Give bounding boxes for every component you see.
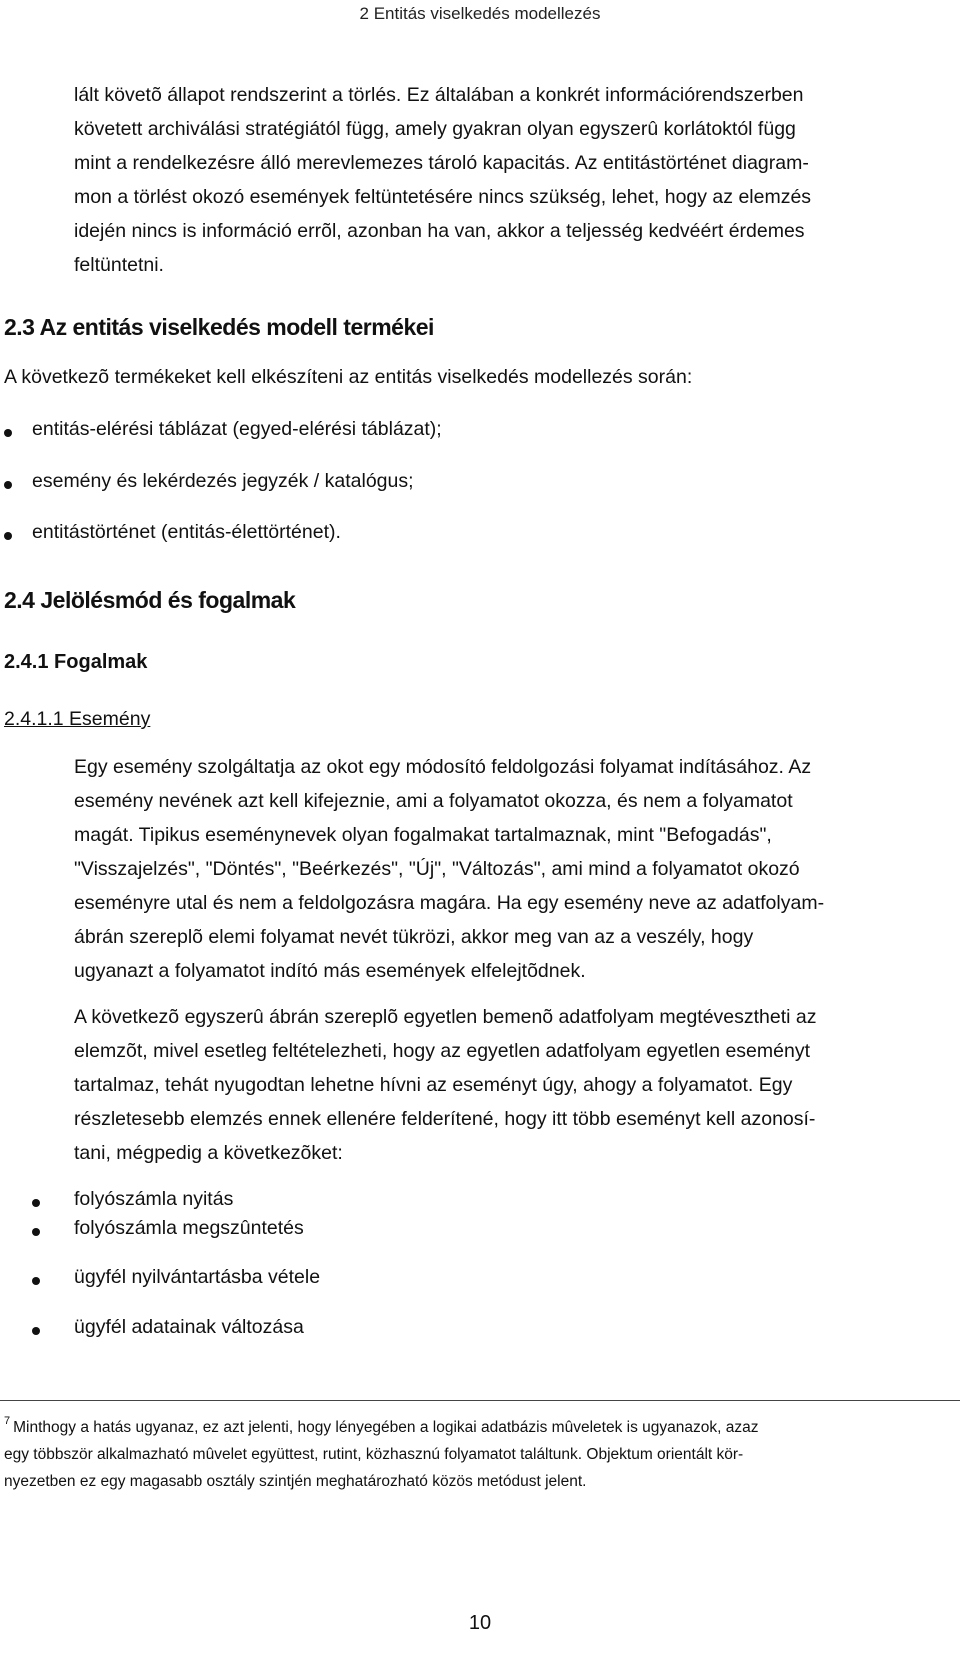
paragraph-line: követett archiválási stratégiától függ, amely gyakran olyan egyszerû korlátoktól függ	[74, 118, 796, 140]
section-intro-text: A következõ termékeket kell elkészíteni az entitás viselkedés modellezés során:	[4, 366, 693, 388]
footnote-divider	[0, 1400, 960, 1401]
subsection-heading: 2.4.1 Fogalmak	[4, 651, 148, 673]
paragraph-line: eseményre utal és nem a feldolgozásra magára. Ha egy esemény neve az adatfolyam-	[74, 892, 825, 914]
list-item-text: entitás-elérési táblázat (egyed-elérési táblázat);	[32, 418, 442, 440]
bullet-icon	[32, 1277, 40, 1285]
paragraph-line: A következõ egyszerû ábrán szereplõ egyetlen bemenõ adatfolyam megtévesztheti az	[74, 1006, 817, 1028]
list-item-text: folyószámla nyitás	[74, 1188, 234, 1210]
page-number: 10	[468, 1612, 492, 1634]
bullet-icon	[4, 481, 12, 489]
paragraph-line: tartalmaz, tehát nyugodtan lehetne hívni az eseményt úgy, ahogy a folyamatot. Egy	[74, 1074, 793, 1096]
list-item-text: entitástörténet (entitás-élettörténet).	[32, 521, 341, 543]
paragraph-line: mon a törlést okozó események feltüntetésére nincs szükség, lehet, hogy az elemzés	[74, 186, 812, 208]
list-item-text: folyószámla megszûntetés	[74, 1217, 304, 1239]
paragraph-line: ábrán szereplõ elemi folyamat nevét tükrözi, akkor meg van az a veszély, hogy	[74, 926, 754, 948]
paragraph-line: mint a rendelkezésre álló merevlemezes tároló kapacitás. Az entitástörténet diagram-	[74, 152, 809, 174]
paragraph-line: elemzõt, mivel esetleg feltételezheti, hogy az egyetlen adatfolyam egyetlen eseményt	[74, 1040, 811, 1062]
paragraph-line: magát. Tipikus eseménynevek olyan fogalmakat tartalmaznak, mint "Befogadás",	[74, 824, 772, 846]
paragraph-line: Egy esemény szolgáltatja az okot egy módosító feldolgozási folyamat indításához. Az	[74, 756, 812, 778]
bullet-icon	[32, 1327, 40, 1335]
bullet-icon	[32, 1228, 40, 1236]
running-header: 2 Entitás viselkedés modellezés	[359, 4, 601, 23]
event-paragraph-1	[74, 750, 912, 988]
bullet-icon	[4, 429, 12, 437]
footnote-text: Minthogy a hatás ugyanaz, ez azt jelenti, hogy lényegében a logikai adatbázis mûveletek is ugyanazok, azaz	[13, 1419, 759, 1436]
paragraph-line: tani, mégpedig a következõket:	[74, 1142, 343, 1164]
footnote-line	[4, 1408, 946, 1441]
list-item-text: ügyfél nyilvántartásba vétele	[74, 1266, 321, 1288]
footnote-line: nyezetben ez egy magasabb osztály szintjén meghatározható közös metódust jelent.	[4, 1473, 587, 1490]
paragraph-line: lált követõ állapot rendszerint a törlés. Ez általában a konkrét információrendszerben	[74, 84, 804, 106]
section-heading-2-4: 2.4 Jelölésmód és fogalmak	[4, 587, 296, 613]
section-heading-2-3: 2.3 Az entitás viselkedés modell termékei	[4, 314, 434, 340]
bullet-icon	[32, 1199, 40, 1207]
paragraph-line: részletesebb elemzés ennek ellenére felderítené, hogy itt több eseményt kell azonosí-	[74, 1108, 816, 1130]
list-item-text: esemény és lekérdezés jegyzék / katalógus;	[32, 470, 414, 492]
paragraph-line: "Visszajelzés", "Döntés", "Beérkezés", "Új", "Változás", ami mind a folyamatot okozó	[74, 858, 800, 880]
list-item-text: ügyfél adatainak változása	[74, 1316, 304, 1338]
footnote-number: 7	[4, 1415, 11, 1427]
subsubsection-heading: 2.4.1.1 Esemény	[4, 708, 151, 730]
bullet-icon	[4, 532, 12, 540]
paragraph-line: feltüntetni.	[74, 254, 164, 276]
footnote	[4, 1408, 946, 1495]
footnote-line: egy többször alkalmazható mûvelet együttest, rutint, közhasznú folyamatot találtunk. Objektum orientált kör-	[4, 1446, 744, 1463]
event-paragraph-2	[74, 1000, 912, 1170]
paragraph-line: esemény nevének azt kell kifejeznie, ami a folyamatot okozza, és nem a folyamatot	[74, 790, 793, 812]
paragraph-line: idején nincs is információ errõl, azonban ha van, akkor a teljesség kedvéért érdemes	[74, 220, 805, 242]
paragraph-line: ugyanazt a folyamatot indító más események elfelejtõdnek.	[74, 960, 586, 982]
intro-paragraph	[74, 78, 912, 282]
